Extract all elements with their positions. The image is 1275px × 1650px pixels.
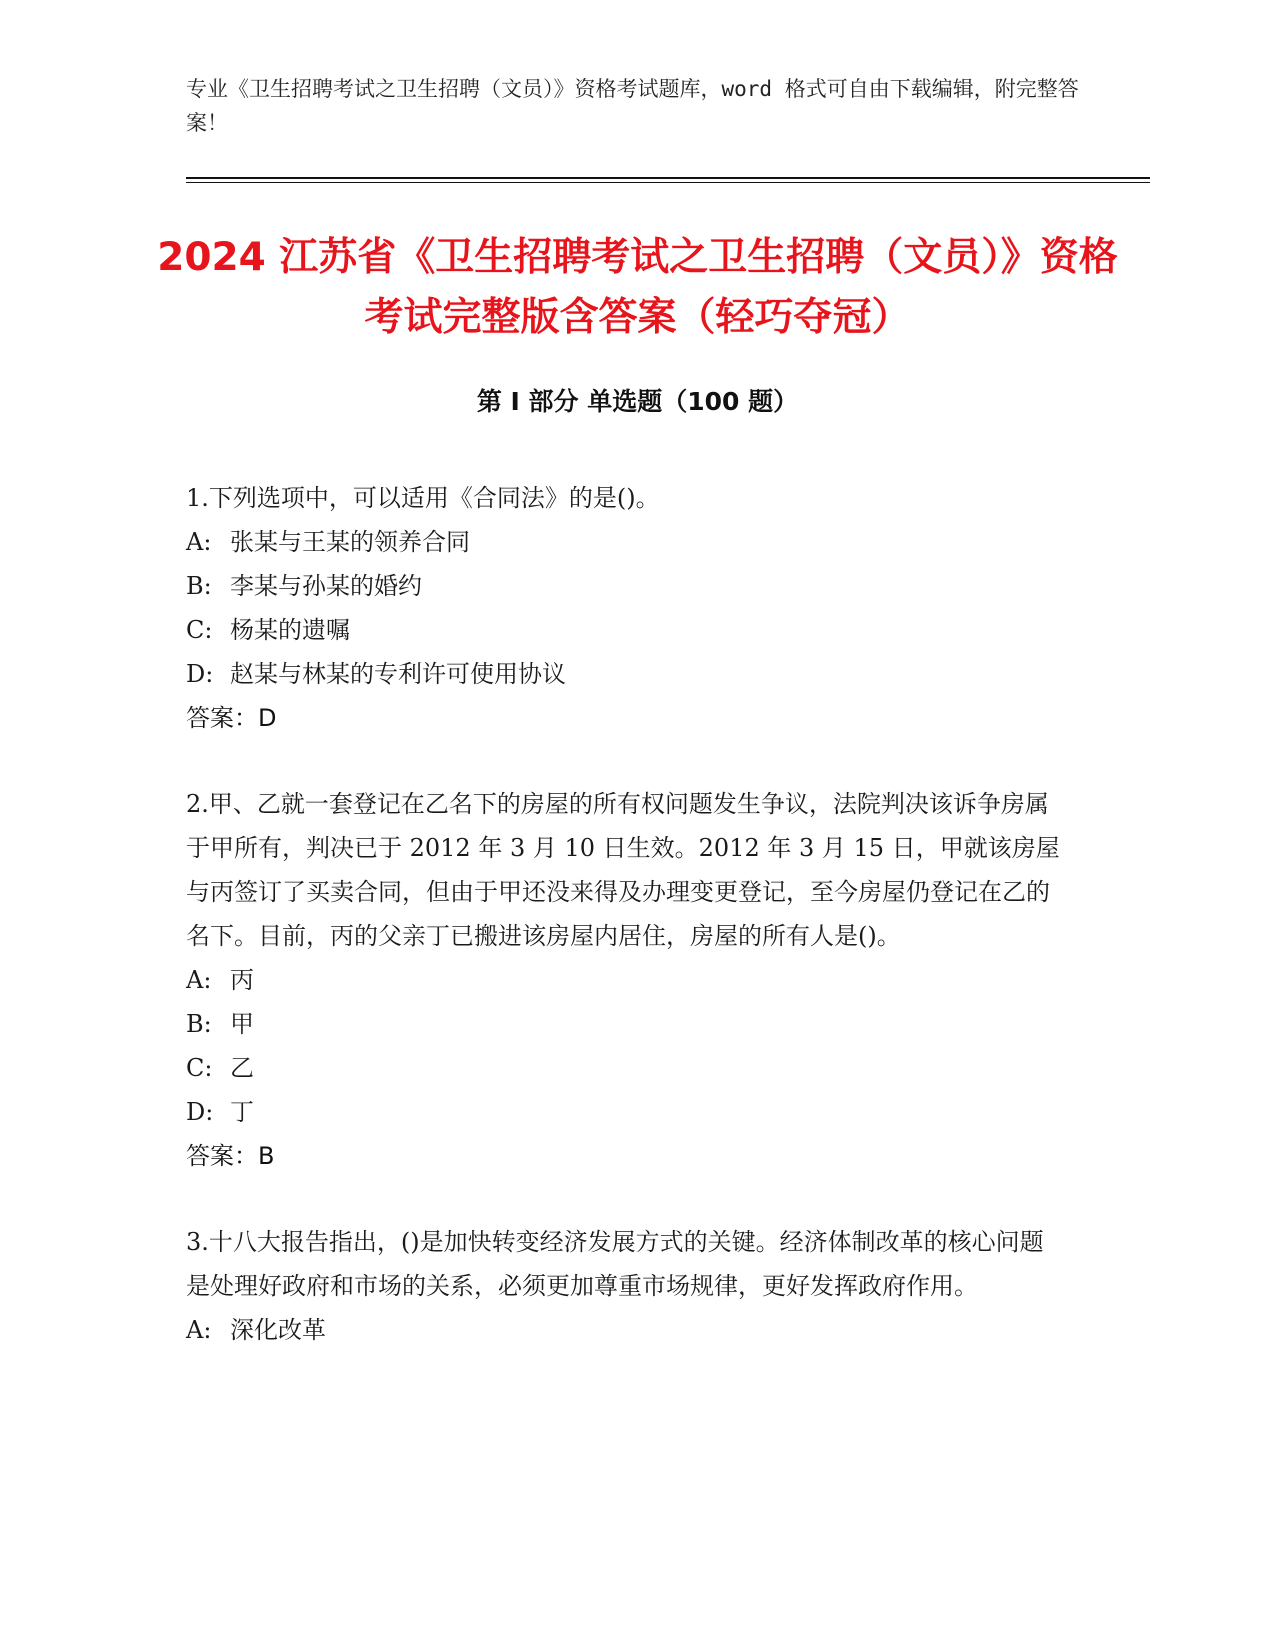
option-text: 深化改革	[230, 1316, 326, 1344]
option-text: 李某与孙某的婚约	[230, 572, 422, 600]
question-item	[186, 782, 1066, 1178]
header-note: 专业《卫生招聘考试之卫生招聘（文员）》资格考试题库，word 格式可自由下载编辑，附完整答案！	[186, 77, 1079, 135]
option-d	[186, 1090, 1066, 1134]
question-stem: 3.十八大报告指出，()是加快转变经济发展方式的关键。经济体制改革的核心问题是处理好政府和市场的关系，必须更加尊重市场规律，更好发挥政府作用。	[186, 1228, 1044, 1300]
document-title: 2024 江苏省《卫生招聘考试之卫生招聘（文员）》资格考试完整版含答案（轻巧夺冠）	[157, 235, 1118, 340]
option-key: B:	[186, 1010, 212, 1038]
section-title: 第 I 部分 单选题（100 题）	[476, 387, 799, 416]
option-b	[186, 1002, 1066, 1046]
option-b	[186, 564, 1066, 608]
option-c	[186, 608, 1066, 652]
answer-label: 答案：D	[186, 704, 277, 732]
option-key: B:	[186, 572, 212, 600]
option-text: 张某与王某的领养合同	[230, 528, 470, 556]
question-stem: 1.下列选项中，可以适用《合同法》的是()。	[186, 484, 660, 512]
header-divider-thin	[186, 182, 1150, 183]
option-d	[186, 652, 1066, 696]
option-c	[186, 1046, 1066, 1090]
question-item	[186, 1220, 1066, 1352]
option-text: 杨某的遗嘱	[230, 616, 350, 644]
option-text: 赵某与林某的专利许可使用协议	[230, 660, 566, 688]
option-key: A:	[186, 1316, 212, 1344]
option-key: C:	[186, 1054, 213, 1082]
option-text: 乙	[230, 1054, 254, 1082]
option-text: 甲	[230, 1010, 254, 1038]
question-stem: 2.甲、乙就一套登记在乙名下的房屋的所有权问题发生争议，法院判决该诉争房属于甲所有，判决已于 2012 年 3 月 10 日生效。2012 年 3 月 15 日，甲就该房屋与丙签订了买卖合同，但由于甲还没来得及办理变更登记，至今房屋仍登记在乙的名下。目前，丙的父亲丁已搬进该房屋内居住，房屋的所有人是()。	[186, 790, 1060, 950]
option-text: 丙	[230, 966, 254, 994]
question-list	[186, 476, 1066, 1394]
option-key: D:	[186, 660, 214, 688]
option-key: D:	[186, 1098, 214, 1126]
answer-label: 答案：B	[186, 1142, 275, 1170]
header-divider	[186, 177, 1150, 179]
option-text: 丁	[230, 1098, 254, 1126]
option-key: A:	[186, 528, 212, 556]
option-a	[186, 520, 1066, 564]
question-item	[186, 476, 1066, 740]
option-a	[186, 958, 1066, 1002]
option-a	[186, 1308, 1066, 1352]
option-key: A:	[186, 966, 212, 994]
option-key: C:	[186, 616, 213, 644]
